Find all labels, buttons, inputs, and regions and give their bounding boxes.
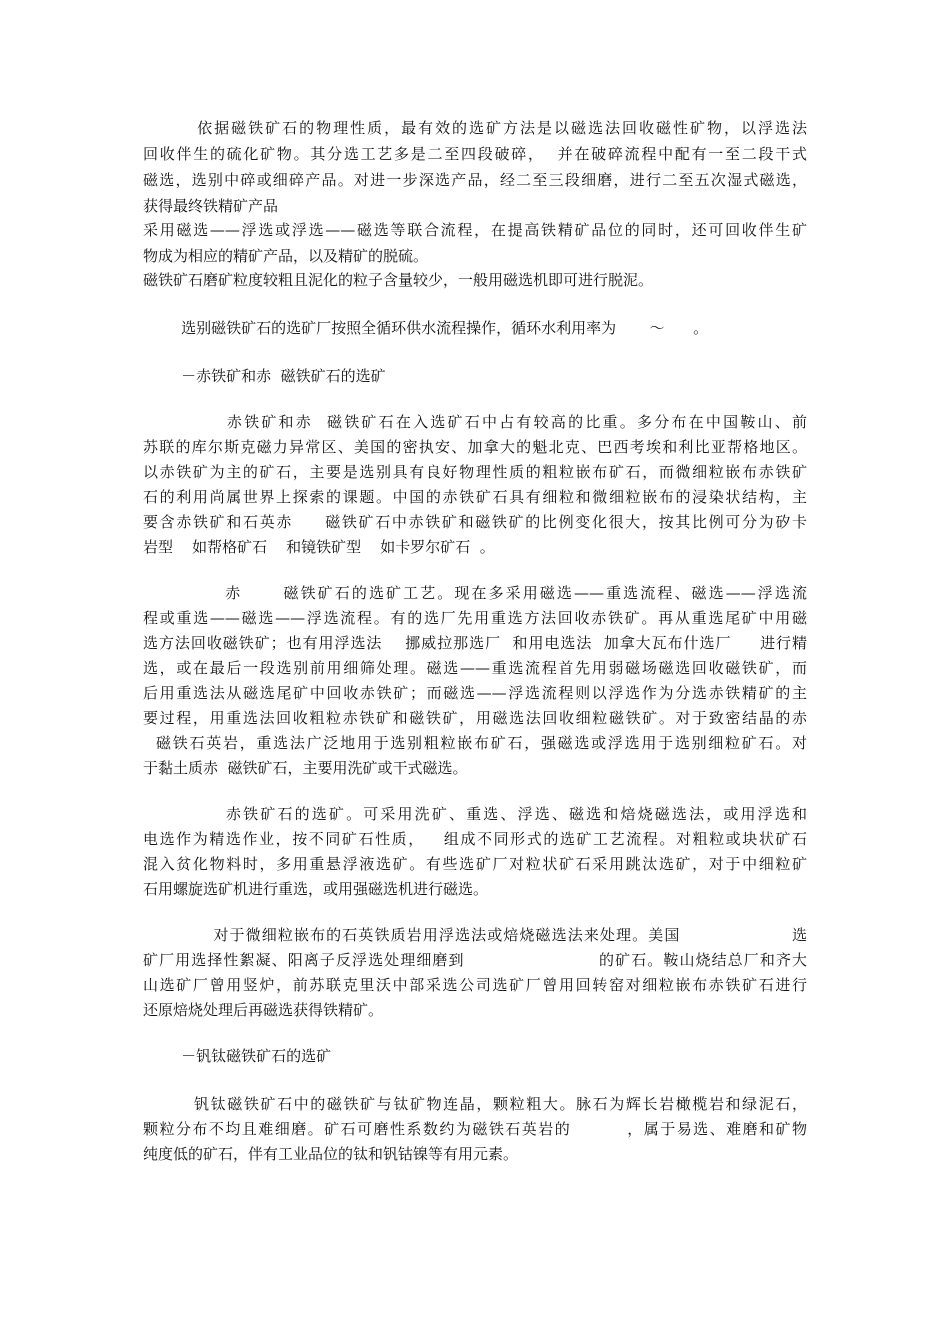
text-line: 岩型 如帮格矿石 和镜铁矿型 如卡罗尔矿石 。	[143, 538, 495, 556]
text-line: 采用磁选——浮选或浮选——磁选等联合流程，在提高铁精矿品位的同时，还可回收伴生矿	[143, 221, 807, 239]
text-line: 还原焙烧处理后再磁选获得铁精矿。	[143, 1001, 384, 1019]
text-line: 程或重选——磁选——浮选流程。有的选厂先用重选方法回收赤铁矿。再从重选尾矿中用磁	[143, 609, 807, 627]
section-heading: －赤铁矿和赤 磁铁矿石的选矿	[143, 367, 386, 385]
text-line: 回收伴生的硫化矿物。其分选工艺多是二至四段破碎， 并在破碎流程中配有一至二段干式	[143, 145, 807, 163]
text-line: 矿厂用选择性絮凝、阳离子反浮选处理细磨到 的矿石。鞍山烧结总厂和齐大	[143, 951, 807, 969]
text-line: 获得最终铁精矿产品	[143, 197, 279, 215]
text-line: 物成为相应的精矿产品，以及精矿的脱硫。	[143, 247, 429, 265]
text-line: 磁铁石英岩，重选法广泛地用于选别粗粒嵌布矿石，强磁选或浮选用于选别细粒矿石。对	[143, 734, 807, 752]
text-line: 选，或在最后一段选别前用细筛处理。磁选——重选流程首先用弱磁场磁选回收磁铁矿，而	[143, 659, 807, 677]
text-line: 要含赤铁矿和石英赤 磁铁矿石中赤铁矿和磁铁矿的比例变化很大，按其比例可分为矽卡	[143, 513, 807, 531]
section-heading: －钒钛磁铁矿石的选矿	[143, 1047, 332, 1065]
text-line: 赤铁矿和赤 磁铁矿石在入选矿石中占有较高的比重。多分布在中国鞍山、前	[143, 413, 807, 431]
text-line: 选别磁铁矿石的选矿厂按照全循环供水流程操作，循环水利用率为 ～ 。	[143, 319, 709, 337]
text-line: 于黏土质赤 磁铁矿石，主要用洗矿或干式磁选。	[143, 759, 468, 777]
text-line: 依据磁铁矿石的物理性质，最有效的选矿方法是以磁选法回收磁性矿物，以浮选法	[143, 119, 807, 137]
text-line: 石用螺旋选矿机进行重选，或用强磁选机进行磁选。	[143, 880, 489, 898]
text-line: 对于微细粒嵌布的石英铁质岩用浮选法或焙烧磁选法来处理。美国 选	[143, 926, 807, 944]
text-line: 纯度低的矿石，伴有工业品位的钛和钒钴镍等有用元素。	[143, 1145, 519, 1163]
text-line: 颗粒分布不均且难细磨。矿石可磨性系数约为磁铁石英岩的 ，属于易选、难磨和矿物	[143, 1120, 807, 1138]
text-line: 苏联的库尔斯克磁力异常区、美国的密执安、加拿大的魁北克、巴西考埃和利比亚帮格地区。	[143, 438, 807, 456]
text-line: 磁选，选别中碎或细碎产品。对进一步深选产品，经二至三段细磨，进行二至五次湿式磁选，	[143, 171, 807, 189]
text-line: 山选矿厂曾用竖炉，前苏联克里沃中部采选公司选矿厂曾用回转窑对细粒嵌布赤铁矿石进行	[143, 976, 807, 994]
text-line: 以赤铁矿为主的矿石，主要是选别具有良好物理性质的粗粒嵌布矿石，而微细粒嵌布赤铁矿	[143, 463, 807, 481]
text-line: 要过程，用重选法回收粗粒赤铁矿和磁铁矿，用磁选法回收细粒磁铁矿。对于致密结晶的赤	[143, 709, 807, 727]
text-line: 赤铁矿石的选矿。可采用洗矿、重选、浮选、磁选和焙烧磁选法，或用浮选和	[143, 805, 807, 823]
text-line: 混入贫化物料时，多用重悬浮液选矿。有些选矿厂对粒状矿石采用跳汰选矿，对于中细粒矿	[143, 855, 807, 873]
text-line: 磁铁矿石磨矿粒度较粗且泥化的粒子含量较少，一般用磁选机即可进行脱泥。	[143, 271, 654, 289]
text-line: 石的利用尚属世界上探索的课题。中国的赤铁矿石具有细粒和微细粒嵌布的浸染状结构，主	[143, 488, 807, 506]
text-line: 赤 磁铁矿石的选矿工艺。现在多采用磁选——重选流程、磁选——浮选流	[143, 584, 807, 602]
text-line: 选方法回收磁铁矿；也有用浮选法 挪威拉那选厂 和用电选法 加拿大瓦布什选厂 进行精	[143, 634, 807, 652]
text-line: 后用重选法从磁选尾矿中回收赤铁矿；而磁选——浮选流程则以浮选作为分选赤铁精矿的主	[143, 684, 807, 702]
text-line: 电选作为精选作业，按不同矿石性质， 组成不同形式的选矿工艺流程。对粗粒或块状矿石	[143, 830, 807, 848]
text-line: 钒钛磁铁矿石中的磁铁矿与钛矿物连晶，颗粒粗大。脉石为辉长岩橄榄岩和绿泥石，	[143, 1095, 807, 1113]
